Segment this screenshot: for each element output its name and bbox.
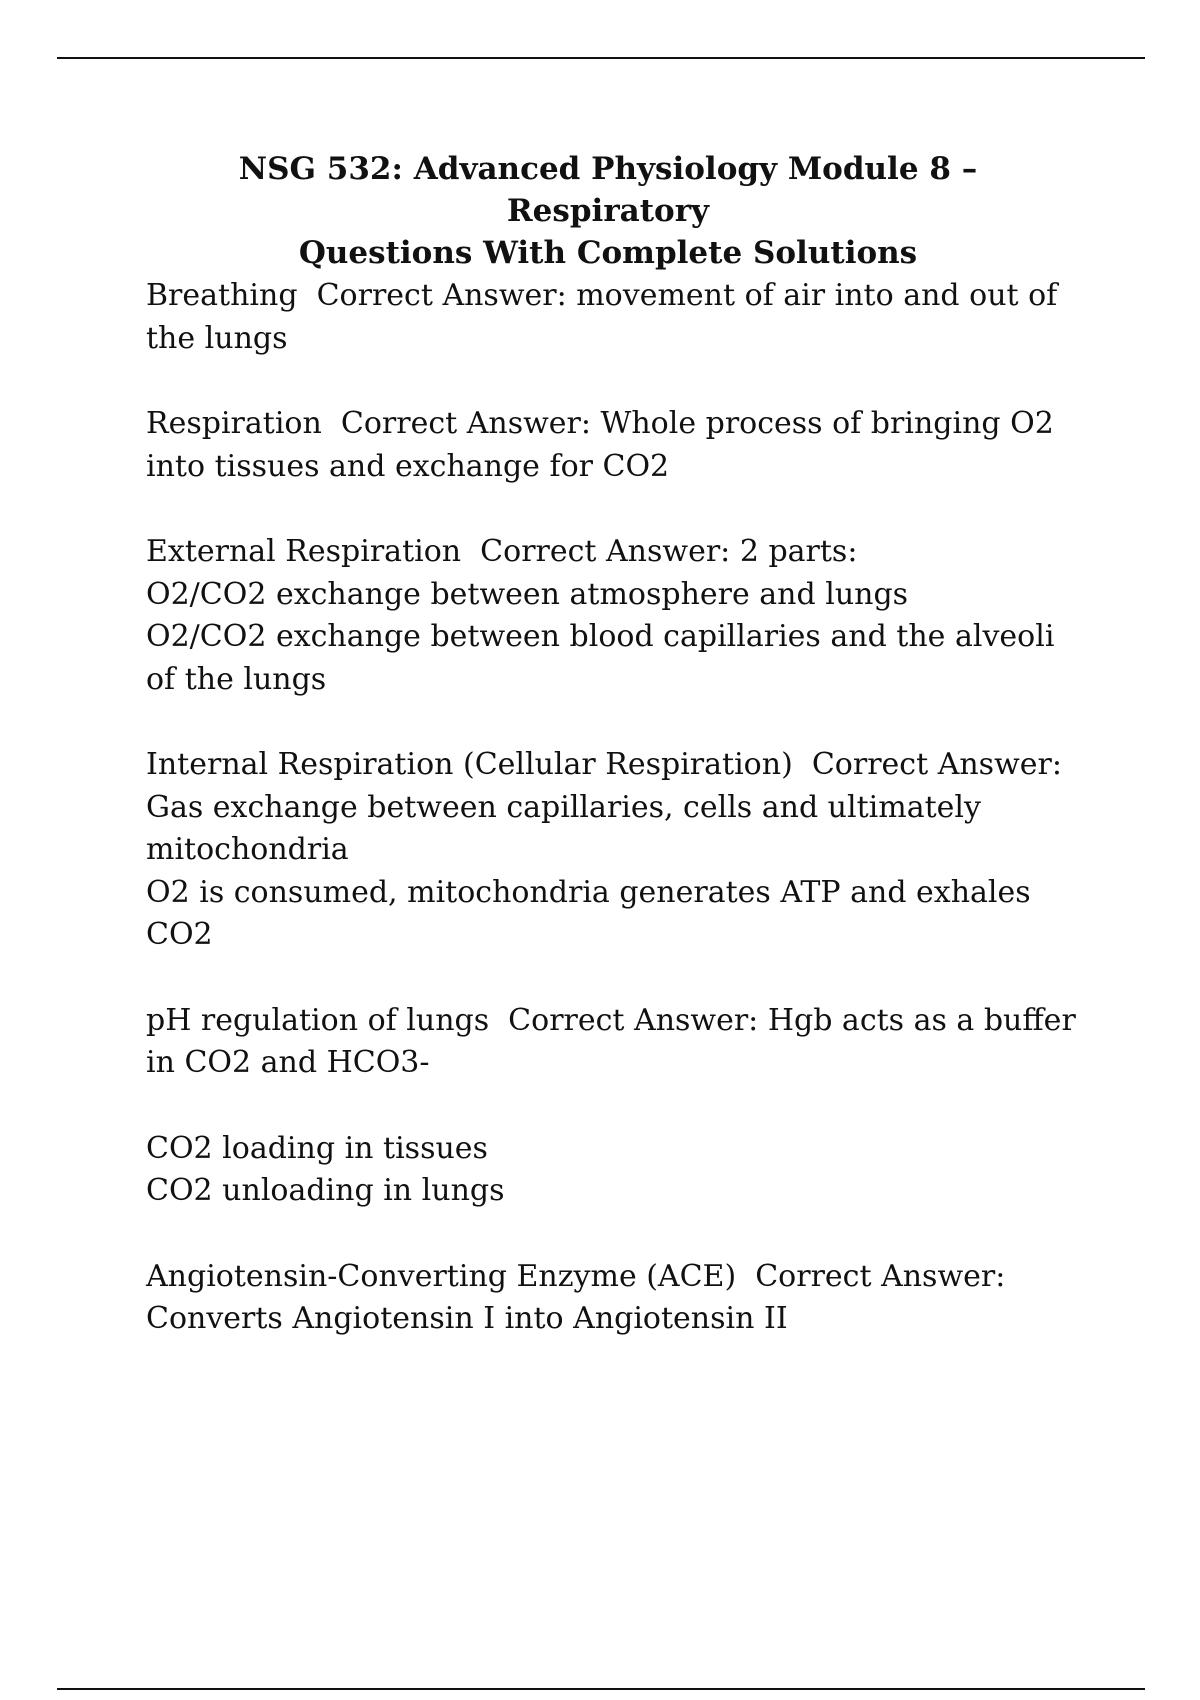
qa-entry-internal-respiration [146, 744, 1096, 957]
bottom-rule [57, 1688, 1145, 1690]
entry-line: Respiration Correct Answer: Whole process of bringing O2 [146, 406, 1054, 441]
entry-line: Breathing Correct Answer: movement of air into and out of [146, 278, 1058, 313]
entry-line: O2/CO2 exchange between atmosphere and lungs [146, 576, 909, 612]
qa-entry-external-respiration [146, 531, 1096, 701]
qa-entry-ph-regulation [146, 1000, 1096, 1085]
entry-line: Converts Angiotensin I into Angiotensin II [146, 1301, 788, 1336]
entry-line: External Respiration Correct Answer: 2 parts: [146, 534, 858, 569]
entry-line: O2/CO2 exchange between blood capillaries and the alveoli [146, 619, 1055, 654]
document-title [146, 148, 1070, 274]
title-line-1: NSG 532: Advanced Physiology Module 8 – Respiratory [238, 151, 978, 229]
entry-line: pH regulation of lungs Correct Answer: Hgb acts as a buffer [146, 1002, 1076, 1038]
entry-line: Gas exchange between capillaries, cells and ultimately [146, 789, 981, 825]
entry-line: Internal Respiration (Cellular Respiration) Correct Answer: [146, 747, 1062, 782]
qa-entry-co2-loading [146, 1128, 1096, 1213]
qa-entry-ace [146, 1256, 1096, 1341]
entry-line: in CO2 and HCO3- [146, 1045, 430, 1080]
entry-line: of the lungs [146, 661, 327, 697]
qa-list [146, 275, 1096, 1384]
entry-line: CO2 unloading in lungs [146, 1173, 505, 1208]
entry-line: the lungs [146, 320, 288, 356]
top-rule [57, 57, 1145, 59]
entry-line: mitochondria [146, 832, 349, 867]
entry-line: into tissues and exchange for CO2 [146, 448, 670, 484]
qa-entry-breathing [146, 275, 1096, 360]
entry-line: CO2 [146, 917, 213, 952]
title-line-2: Questions With Complete Solutions [298, 235, 918, 271]
qa-entry-respiration [146, 403, 1096, 488]
entry-line: CO2 loading in tissues [146, 1130, 488, 1166]
entry-line: Angiotensin-Converting Enzyme (ACE) Correct Answer: [146, 1258, 1006, 1294]
entry-line: O2 is consumed, mitochondria generates ATP and exhales [146, 874, 1031, 910]
